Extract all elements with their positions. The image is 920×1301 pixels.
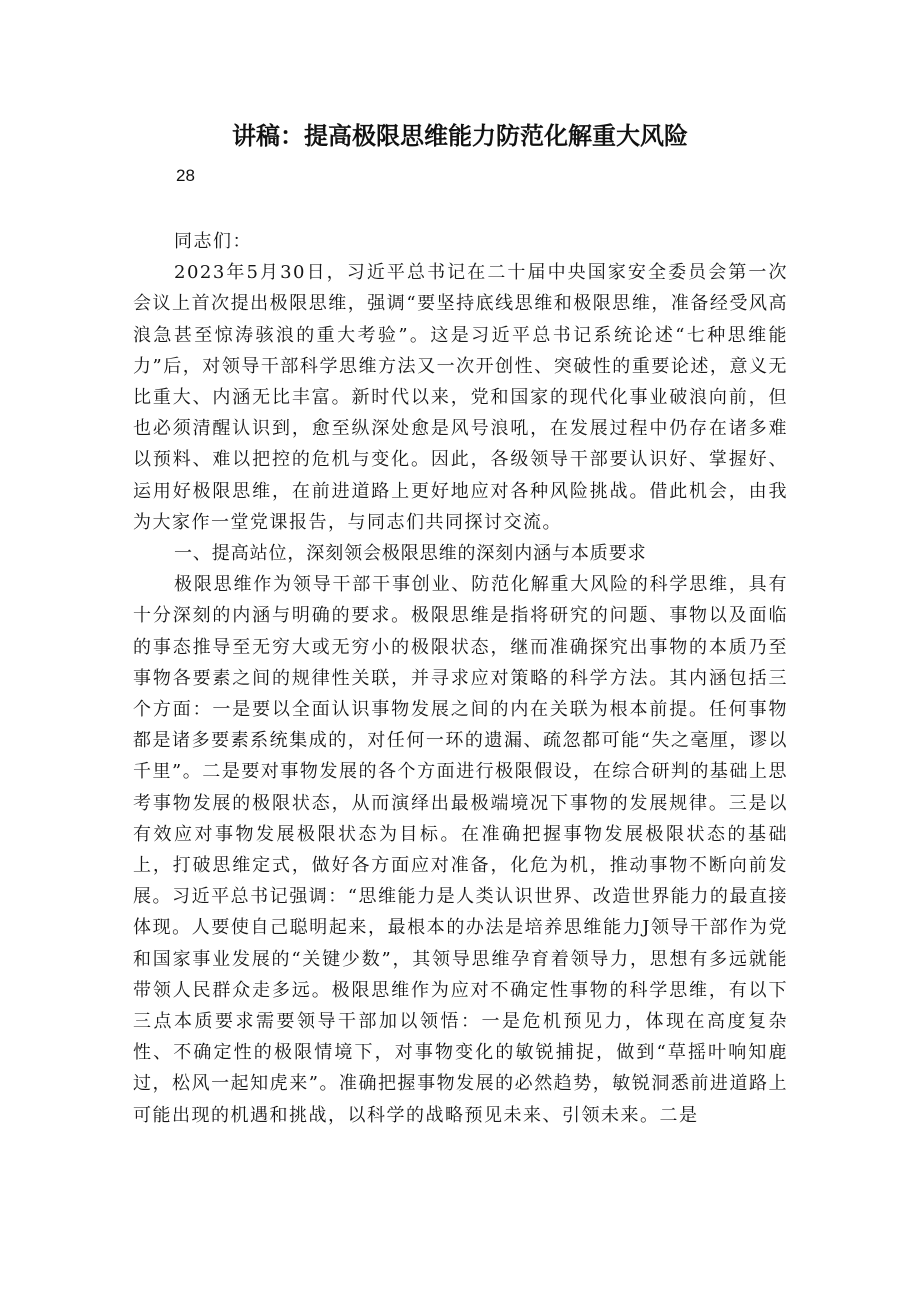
section-heading: 一、提高站位，深刻领会极限思维的深刻内涵与本质要求 (174, 543, 647, 565)
paragraph-intro: 2023年5月30日，习近平总书记在二十届中央国家安全委员会第一次会议上首次提出极限思维，强调“要坚持底线思维和极限思维，准备经受风高浪急甚至惊涛骇浪的重大考验”。这是习近平总书记系统论述“七种思维能力”后，对领导干部科学思维方法又一次开创性、突破性的重要论述，意义无比重大、内涵无比丰富。新时代以来，党和国家的现代化事业破浪向前，但也必须清醒认识到，愈至纵深处愈是风号浪吼，在发展过程中仍存在诸多难以预料、难以把控的危机与变化。因此，各级领导干部要认识好、掌握好、运用好极限思维，在前进道路上更好地应对各种风险挑战。借此机会，由我为大家作一堂党课报告，与同志们共同探讨交流。 (133, 262, 788, 533)
paragraph-section-one: 极限思维作为领导干部干事创业、防范化解重大风险的科学思维，具有十分深刻的内涵与明确的要求。极限思维是指将研究的问题、事物以及面临的事态推导至无穷大或无穷小的极限状态，继而准确探究出事物的本质乃至事物各要素之间的规律性关联，并寻求应对策略的科学方法。其内涵包括三个方面：一是要以全面认识事物发展之间的内在关联为根本前提。任何事物都是诸多要素系统集成的，对任何一环的遗漏、疏忽都可能“失之毫厘，谬以千里”。二是要对事物发展的各个方面进行极限假设，在综合研判的基础上思考事物发展的极限状态，从而演绎出最极端境况下事物的发展规律。三是以有效应对事物发展极限状态为目标。在准确把握事物发展极限状态的基础上，打破思维定式，做好各方面应对准备，化危为机，推动事物不断向前发展。习近平总书记强调：“思维能力是人类认识世界、改造世界能力的最直接体现。人要使自己聪明起来，最根本的办法是培养思维能力J领导干部作为党和国家事业发展的“关键少数”，其领导思维孕育着领导力，思想有多远就能带领人民群众走多远。极限思维作为应对不确定性事物的科学思维，有以下三点本质要求需要领导干部加以领悟：一是危机预见力，体现在高度复杂性、不确定性的极限情境下，对事物变化的敏锐捕捉，做到“草摇叶响知鹿过，松风一起知虎来”。准确把握事物发展的必然趋势，敏锐洞悉前进道路上可能出现的机遇和挑战，以科学的战略预见未来、引领未来。二是 (133, 574, 788, 1126)
document-body (133, 226, 788, 1131)
salutation: 同志们： (174, 231, 252, 252)
document-title: 讲稿：提高极限思维能力防范化解重大风险 (232, 122, 688, 150)
document-number: 28 (176, 166, 195, 185)
